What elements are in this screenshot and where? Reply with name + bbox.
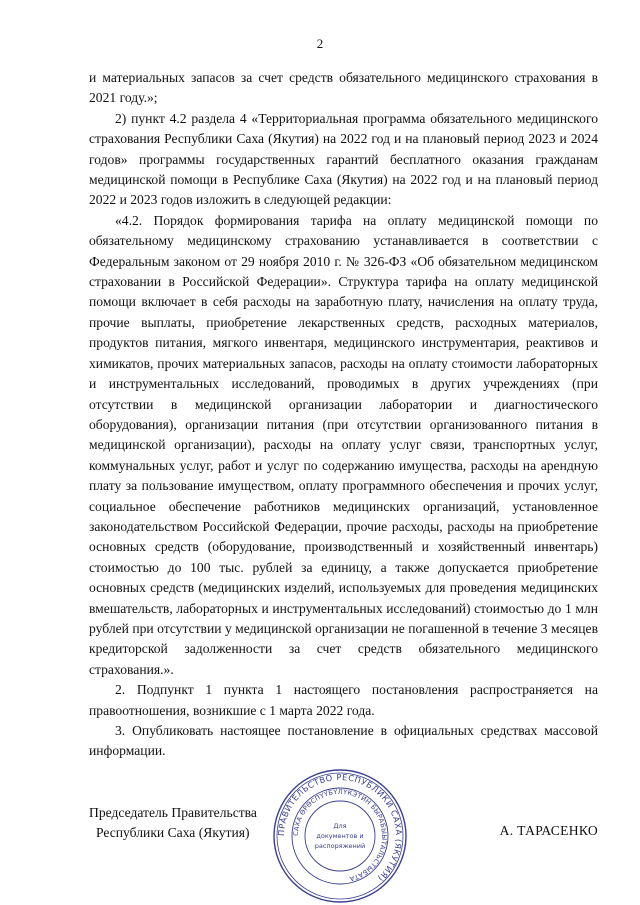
paragraph-1: и материальных запасов за счет средств обязательного медицинского страхования в 2021 году.»; — [89, 70, 598, 106]
seal-inner-text: САХА ӨРӨСПҮҮБҮЛҮКЭТИН БЫРАБЫЫТАЛЬСТЫБАТА — [291, 787, 389, 883]
seal-center-line3: распоряжений — [314, 842, 366, 850]
signatory-title-line2: Республики Саха (Якутия) — [96, 825, 250, 840]
page-number: 2 — [316, 36, 324, 51]
seal-center-line2: документов и — [316, 832, 364, 840]
signatory-title-line1: Председатель Правительства — [89, 805, 257, 820]
paragraph-2: 2) пункт 4.2 раздела 4 «Территориальная программа обязательного медицинского страхования Республики Саха (Якутия) на 2022 год и на плановый период 2023 и 2024 годов» программы государственных гарантий бесплатного оказания гражданам медицинской помощи в Республике Саха (Якутия) на 2022 год и на плановый период 2022 и 2023 годов изложить в следующей редакции: — [89, 110, 598, 208]
document-body — [89, 68, 598, 762]
seal-center-line1: Для — [333, 822, 347, 830]
signatory-name: А. ТАРАСЕНКО — [499, 823, 598, 838]
paragraph-5: 3. Опубликовать настоящее постановление в официальных средствах массовой информации. — [89, 723, 598, 759]
official-seal — [272, 768, 408, 904]
seal-outer-text: ПРАВИТЕЛЬСТВО РЕСПУБЛИКИ САХА (ЯКУТИЯ) — [275, 771, 405, 884]
paragraph-4: 2. Подпункт 1 пункта 1 настоящего постановления распространяется на правоотношения, возникшие с 1 марта 2022 года. — [89, 682, 598, 718]
paragraph-3: «4.2. Порядок формирования тарифа на оплату медицинской помощи по обязательному медицинскому страхованию устанавливается в соответствии с Федеральным законом от 29 ноября 2010 г. № 326-ФЗ «Об обязательном медицинском страховании в Российской Федерации». Структура тарифа на оплату медицинской помощи включает в себя расходы на заработную плату, начисления на оплату труда, прочие выплаты, приобретение лекарственных средств, расходных материалов, продуктов питания, мягкого инвентаря, медицинского инструментария, реактивов и химикатов, прочих материальных запасов, расходы на оплату стоимости лабораторных и инструментальных исследований, проводимых в других учреждениях (при отсутствии в медицинской организации лаборатории и диагностического оборудования), организации питания (при отсутствии организованного питания в медицинской организации), расходы на оплату услуг связи, транспортных услуг, коммунальных услуг, работ и услуг по содержанию имущества, расходы на арендную плату за пользование имуществом, оплату программного обеспечения и прочих услуг, социальное обеспечение работников медицинских организаций, установленное законодательством Российской Федерации, прочие расходы, расходы на приобретение основных средств (оборудование, производственный и хозяйственный инвентарь) стоимостью до 100 тыс. рублей за единицу, а также допускается приобретение основных средств (медицинских изделий, используемых для проведения медицинских вмешательств, лабораторных и инструментальных исследований) стоимостью до 1 млн рублей при отсутствии у медицинской организации не погашенной в течение 3 месяцев кредиторской задолженности за счет средств обязательного медицинского страхования.». — [89, 212, 598, 677]
